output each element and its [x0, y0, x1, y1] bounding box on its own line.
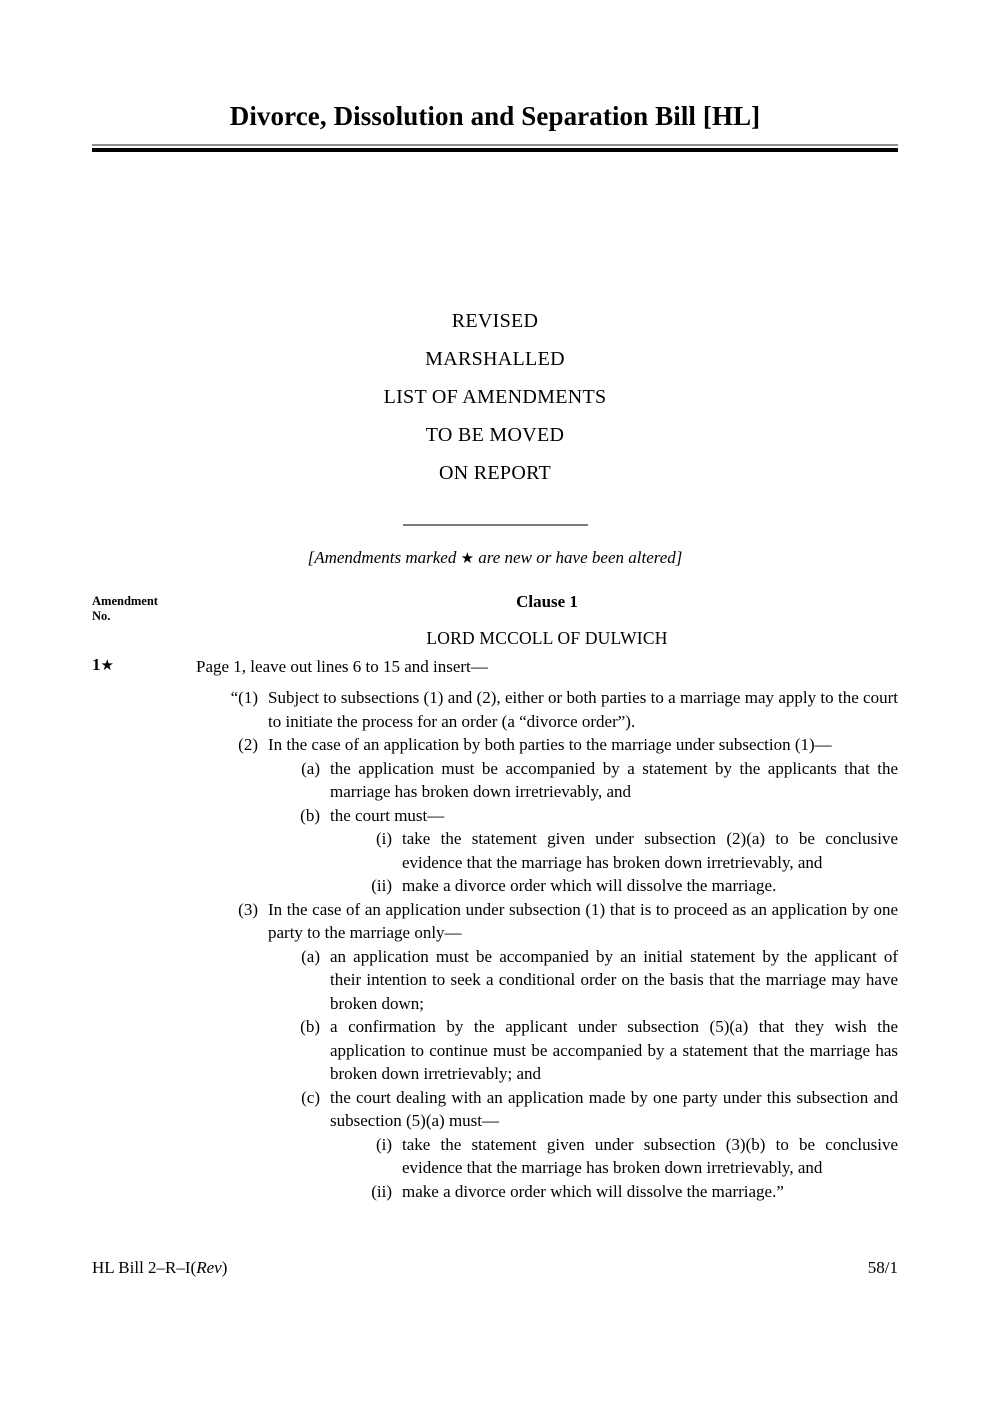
- amendment-item-marker: (a): [301, 946, 320, 966]
- heading-line-revised: REVISED: [451, 310, 539, 332]
- clause-heading: Clause 1: [516, 592, 578, 611]
- star-icon: ★: [460, 551, 475, 567]
- amendment-item-marker: (3): [238, 899, 258, 919]
- amendment-item: [196, 757, 898, 804]
- title-double-rule: [92, 144, 898, 152]
- amendment-item-text: an application must be accompanied by an initial statement by the applicant of their intention to seek a conditional order on the basis that the marriage may have broken down;: [330, 946, 898, 1013]
- heading-block: [92, 302, 898, 534]
- heading-line-on-report: ON REPORT: [438, 462, 552, 484]
- star-note-before-star: Amendments marked: [314, 548, 461, 567]
- footer-bill-rev: Rev: [196, 1258, 222, 1277]
- footer-bill-reference: [92, 1258, 227, 1278]
- amendment-item: [196, 945, 898, 1016]
- footer-page-number: 58/1: [867, 1258, 898, 1277]
- star-note: [92, 548, 898, 568]
- amendment-item-text: take the statement given under subsection (2)(a) to be conclusive evidence that the marriage has broken down irretrievably, and: [402, 829, 898, 872]
- amendment-item-marker: (c): [301, 1087, 320, 1107]
- amendment-item-text: take the statement given under subsection (3)(b) to be conclusive evidence that the marriage has broken down irretrievably, and: [402, 1134, 898, 1177]
- amendment-item-marker: (ii): [371, 1181, 392, 1201]
- amendment-item-text: make a divorce order which will dissolve the marriage.: [402, 876, 777, 895]
- amendment-item: [196, 1180, 898, 1204]
- amendment-number: [92, 655, 188, 675]
- amendment-item: [196, 1133, 898, 1180]
- amendment-item-marker: (ii): [371, 876, 392, 895]
- amendment-item-marker: “(1): [230, 688, 258, 707]
- title-rule-thick: [92, 148, 898, 152]
- amendment-item: [196, 804, 898, 828]
- amendment-item: [196, 733, 898, 757]
- amendment-item-text: make a divorce order which will dissolve the marriage.”: [402, 1181, 784, 1201]
- amendment-item: [196, 1015, 898, 1086]
- masthead: [92, 100, 898, 152]
- amendment-item: [196, 898, 898, 945]
- amendment-star-icon: ★: [100, 658, 114, 674]
- amendment-item-marker: (b): [300, 1017, 320, 1036]
- amendment-item-marker: (i): [375, 829, 392, 848]
- amendment-no-column-label: Amendment No.: [92, 594, 158, 623]
- amendment-item: [196, 874, 898, 898]
- star-note-after-star: are new or have been altered: [474, 548, 676, 567]
- heading-line-marshalled: MARSHALLED: [425, 348, 565, 370]
- heading-divider: [92, 516, 898, 534]
- amendment-item-text: the court dealing with an application made by one party under this subsection and subsection (5)(a) must—: [330, 1087, 898, 1130]
- amendment-item-marker: (b): [300, 805, 320, 825]
- star-note-open-bracket: [: [307, 548, 315, 567]
- amendment-item-text: the court must—: [330, 805, 445, 825]
- heading-line-to-be-moved: TO BE MOVED: [425, 424, 565, 446]
- amendment-item-text: Subject to subsections (1) and (2), either or both parties to a marriage may apply to the court to initiate the process for an order (a “divorce order”).: [268, 688, 898, 731]
- amendment-item: [196, 686, 898, 733]
- amendment-item-marker: (i): [375, 1134, 392, 1154]
- amendment-item-marker: (a): [301, 758, 320, 778]
- title-rule-thin: [92, 144, 898, 146]
- amendment-item-text: In the case of an application by both parties to the marriage under subsection (1)—: [268, 735, 832, 754]
- amendment-item-text: a confirmation by the applicant under subsection (5)(a) that they wish the application to continue must be accompanied by a statement that the marriage has broken down irretrievably; and: [330, 1017, 898, 1083]
- amendment-number-value: 1: [92, 655, 101, 674]
- footer-bill-prefix: HL Bill 2–R–I(: [92, 1258, 197, 1277]
- star-note-close-bracket: ]: [675, 548, 683, 567]
- amendment-row: [92, 655, 898, 679]
- amendment-instruction: Page 1, leave out lines 6 to 15 and insert—: [196, 657, 488, 676]
- amendment-item: [196, 827, 898, 874]
- amendment-item-text: the application must be accompanied by a statement by the applicants that the marriage has broken down irretrievably, and: [330, 758, 898, 801]
- divider-rule: [403, 524, 588, 526]
- heading-line-list-of-amendments: LIST OF AMENDMENTS: [383, 386, 607, 408]
- amendment-item-marker: (2): [238, 735, 258, 754]
- footer-bill-suffix: ): [221, 1258, 228, 1277]
- inserted-text-block: [196, 686, 898, 1203]
- page-footer: [92, 1258, 898, 1278]
- amendment-item: [196, 1086, 898, 1133]
- sponsor-name: LORD MCCOLL OF DULWICH: [426, 628, 668, 648]
- amendment-item-text: In the case of an application under subsection (1) that is to proceed as an application by one party to the marriage only—: [268, 899, 898, 942]
- page-title: Divorce, Dissolution and Separation Bill [HL]: [229, 101, 761, 131]
- amendment-block: [92, 655, 898, 1203]
